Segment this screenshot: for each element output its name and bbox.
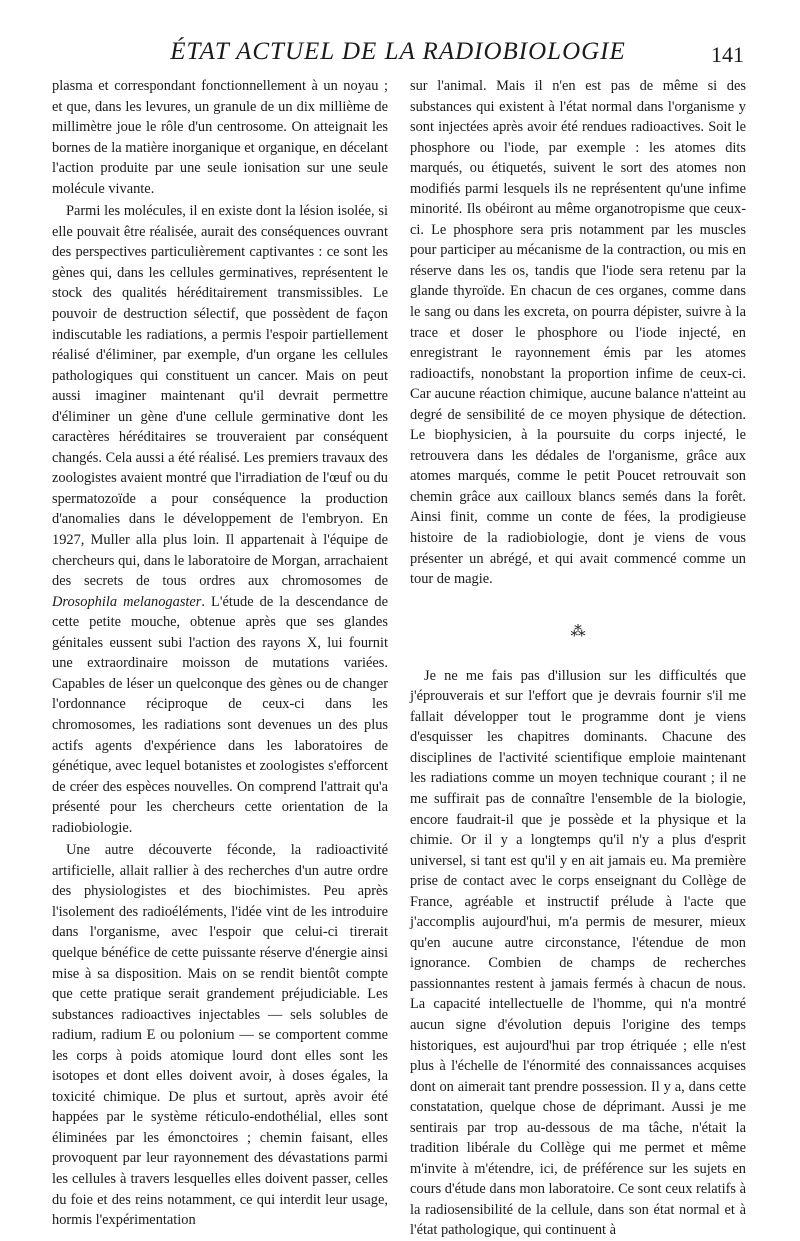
left-column bbox=[52, 76, 388, 1231]
paragraph: plasma et correspondant fonctionnellement à un noyau ; et que, dans les levures, un granule de un dix millième de millimètre joue le rôle d'un centrosome. On atteignait les bornes de la matière inorganique et organique, en décelant l'action produite par une seule ionisation sur une seule molécule vivante. bbox=[52, 78, 388, 197]
paragraph: Une autre découverte féconde, la radioactivité artificielle, allait rallier à des recherches d'un autre ordre des physiologistes et des biochimistes. Peu après l'isolement des radioéléments, l'idée vint de les introduire dans l'organisme, avec l'espoir que celui-ci tirerait quelque bénéfice de cette puissante réserve d'énergie ainsi mise à sa disposition. Mais on se rendit bientôt compte que cette pratique serait grandement préjudiciable. Les substances radioactives injectables — sels solubles de radium, radium E ou polonium — se comportent comme les corps à poids atomique lourd dont elles sont les isotopes et dont elles doivent avoir, à doses égales, la toxicité chimique. De plus et surtout, après avoir été happées par le système réticulo-endothélial, elles sont éliminées par les émonctoires ; chemin faisant, elles provoquent par leur rayonnement des dévastations parmi les cellules à travers lesquelles elles doivent passer, celles du foie et des reins notamment, ce qui interdit leur usage, hormis l'expérimentation bbox=[52, 842, 388, 1229]
page-number: 141 bbox=[711, 42, 744, 67]
running-title: ÉTAT ACTUEL DE LA RADIOBIOLOGIE bbox=[170, 38, 626, 65]
paragraph: Je ne me fais pas d'illusion sur les difficultés que j'éprouverais et sur l'effort que je devrais fournir s'il me fallait développer tout le programme dont je viens d'esquisser les chapitres dominants. Chacune des disciplines de l'activité scientifique emploie maintenant les radiations comme un moyen technique courant ; il ne me suffirait pas de connaître l'ensemble de la biologie, encore faudrait-il que je possède et la physique et la chimie. Or il y a longtemps qu'il n'y a plus d'esprit universel, si tant est qu'il y en ait jamais eu. Ma première prise de contact avec le corps enseignant du Collège de France, agréable et instructif prélude à l'acte que j'accomplis aujourd'hui, m'a permis de mesurer, mieux qu'en aucune autre circonstance, l'étendue de mon ignorance. Combien de champs de recherches passionnantes restent à jamais fermés à chacun de nous. La capacité intellectuelle de l'homme, qui n'a montré aucun signe d'évolution depuis l'origine des temps historiques, est aujourd'hui par trop étriquée ; elle n'est plus à l'échelle de l'énormité des connaissances acquises dont on aimerait tant prendre possession. Il y a, dans cette constatation, quelque chose de déprimant. Aussi je me sentirais par trop au-dessous de ma tâche, n'était la tradition libérale du Collège qui me permet et même m'invite à m'étendre, ici, de préférence sur les sujets en cours d'étude dans mon laboratoire. Ce sont ceux relatifs à la radiosensibilité de la cellule, dans son état normal et à l'état pathologique, qui continuent à bbox=[410, 667, 746, 1239]
section-separator: ⁂ bbox=[570, 623, 586, 640]
species-name: Drosophila melanogaster bbox=[52, 593, 202, 610]
paragraph-text: Parmi les molécules, il en existe dont la lésion isolée, si elle pouvait être réalisée, aurait des conséquences ouvrant des perspectives particulièrement captivantes : ce sont les gènes qui, dans les cellules germinatives, représentent le stock des qualités héréditairement transmissibles. Le pouvoir de destruction sélectif, que possèdent de façon indiscutable les radiations, a permis l'espoir partiellement réalisé d'éliminer, par exemple, d'un organe les cellules pathologiques qui constituent un cancer. Mais on peut aussi imaginer maintenant qu'il devrait permettre d'éliminer un gène d'une cellule germinative dont les caractères héréditaires se trouveraient par conséquent changés. Cela aussi a été réalisé. Les premiers travaux des zoologistes avaient montré que l'irradiation de l'œuf ou du spermatozoïde a pour conséquence la production d'anomalies dans le développement de l'embryon. En 1927, Muller alla plus loin. Il appartenait à l'équipe de chercheurs qui, dans le laboratoire de Morgan, arrachaient des secrets de tous ordres aux chromosomes de bbox=[52, 203, 388, 590]
paragraph: sur l'animal. Mais il n'en est pas de même si des substances qui existent à l'état normal dans l'organisme y sont injectées après avoir été rendues radioactives. Soit le phosphore ou l'iode, par exemple : les atomes dits marqués, ou étiquetés, suivent le sort des atomes non modifiés parmi lesquels ils ne représentent qu'une infime minorité. Ils obéiront au même organotropisme que ceux-ci. Le phosphore sera pris notamment par les muscles pour participer au mécanisme de la contraction, ou mis en réserve dans les os, tandis que l'iode sera retenu par la glande thyroïde. En chacun de ces organes, comme dans le sang ou dans les excreta, on pourra dépister, suivre à la trace et doser le phosphore ou l'iode injecté, en enregistrant le rayonnement émis par les atomes radioactifs, nonobstant la proportion infime de ceux-ci. Car aucune réaction chimique, aucune balance n'atteint au degré de sensibilité de ce moyen physique de détection. Le biophysicien, à la poursuite du corps injecté, le retrouvera dans les dédales de l'organisme, grâce aux atomes marqués, comme le petit Poucet retrouvait son chemin grâce aux cailloux blancs semés dans la forêt. Ainsi finit, comme un conte de fées, la prodigieuse histoire de la radiobiologie, dont je viens de vous présenter un abrégé, et qui avait commencé comme un tour de magie. bbox=[410, 78, 746, 588]
right-column bbox=[410, 76, 746, 1241]
page-header bbox=[52, 38, 744, 70]
paragraph bbox=[52, 201, 388, 838]
paragraph-text: . L'étude de la descendance de cette petite mouche, obtenue après que ses glandes génitales eussent subi l'action des rayons X, lui fournit une extraordinaire moisson de mutations variées. Capables de léser un quelconque des gènes ou de changer l'ordonnance réciproque de ceux-ci dans les chromosomes, les radiations sont devenues un des plus actifs agents d'expérience dans les laboratoires de génétique, avec lequel botanistes et zoologistes s'efforcent de créer des espèces nouvelles. On comprend l'attrait qu'a présenté pour les chercheurs cette orientation de la radiobiologie. bbox=[52, 593, 388, 836]
